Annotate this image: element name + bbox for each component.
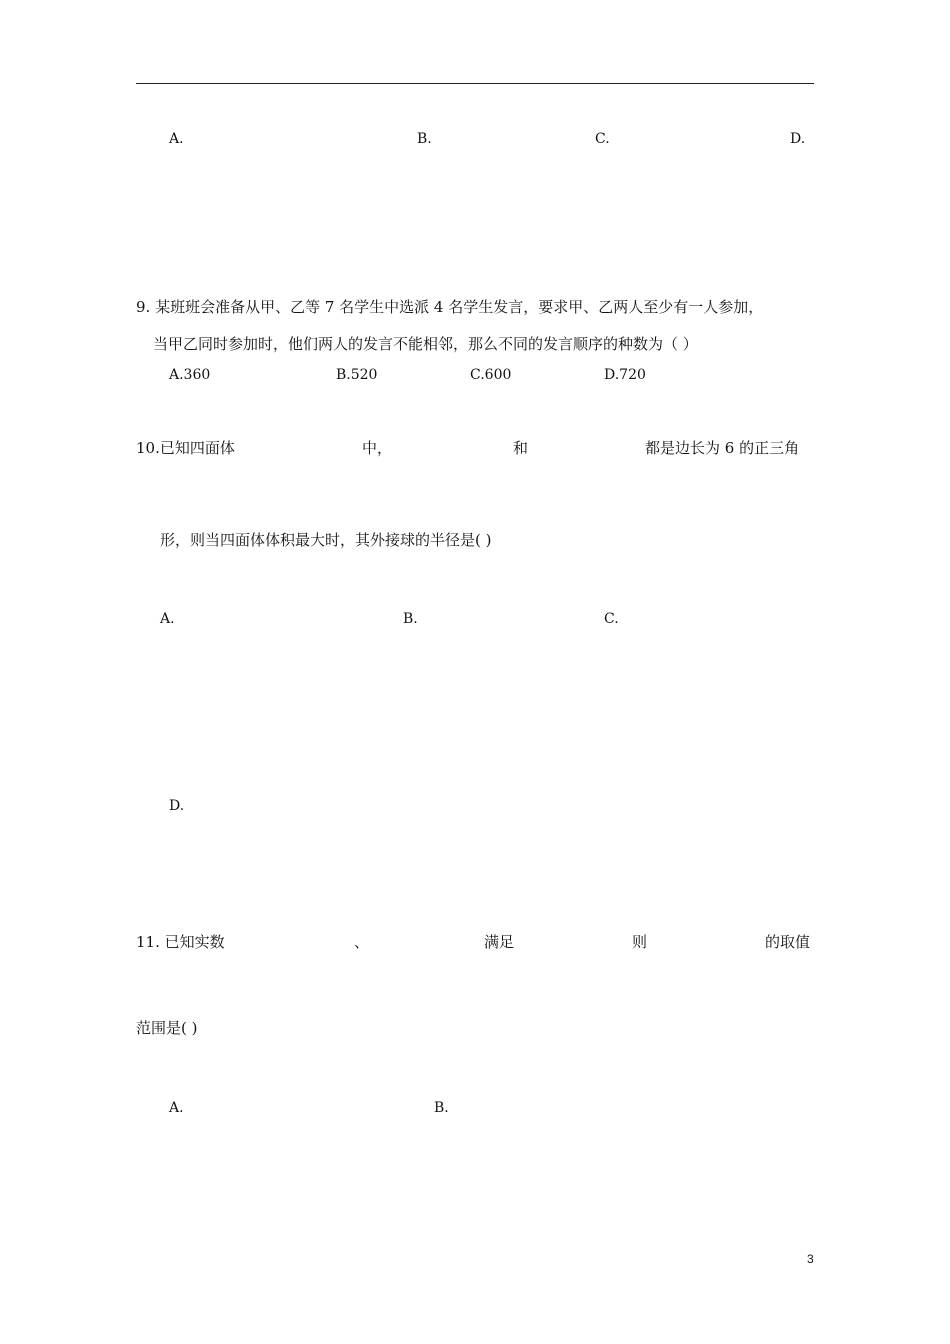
q9-option-b: B.520 — [336, 367, 378, 383]
q10-option-a: A. — [160, 611, 175, 627]
q9-option-d: D.720 — [604, 367, 646, 383]
page-number: 3 — [807, 1252, 814, 1266]
q10-option-b: B. — [403, 611, 418, 627]
q8-option-b: B. — [417, 131, 432, 147]
q10-text-part-4: 都是边长为 6 的正三角 — [645, 439, 800, 457]
q10-option-c: C. — [604, 611, 619, 627]
q10-text-part-2: 中， — [362, 439, 393, 457]
q10-option-d: D. — [169, 798, 185, 814]
q11-text-part-1: 11. 已知实数 — [136, 933, 225, 951]
q8-option-d: D. — [790, 131, 806, 147]
q9-option-a: A.360 — [169, 367, 211, 383]
q11-option-a: A. — [169, 1100, 184, 1116]
q11-line-2: 范围是( ) — [136, 1019, 198, 1037]
q9-line-2: 当甲乙同时参加时，他们两人的发言不能相邻，那么不同的发言顺序的种数为（ ） — [153, 335, 698, 353]
q10-text-part-1: 10.已知四面体 — [136, 439, 235, 457]
header-rule — [136, 83, 814, 84]
q11-text-part-2: 、 — [354, 933, 370, 951]
q8-option-c: C. — [595, 131, 610, 147]
q9-option-c: C.600 — [470, 367, 512, 383]
q9-line-1: 9. 某班班会准备从甲、乙等 7 名学生中选派 4 名学生发言，要求甲、乙两人至少有一人参加， — [136, 298, 764, 316]
q11-text-part-3: 满足 — [484, 933, 515, 951]
q10-line-2: 形，则当四面体体积最大时，其外接球的半径是( ) — [160, 531, 492, 549]
q11-text-part-4: 则 — [632, 933, 648, 951]
q11-option-b: B. — [434, 1100, 449, 1116]
q10-text-part-3: 和 — [513, 439, 529, 457]
q8-option-a: A. — [169, 131, 184, 147]
q11-text-part-5: 的取值 — [765, 933, 811, 951]
